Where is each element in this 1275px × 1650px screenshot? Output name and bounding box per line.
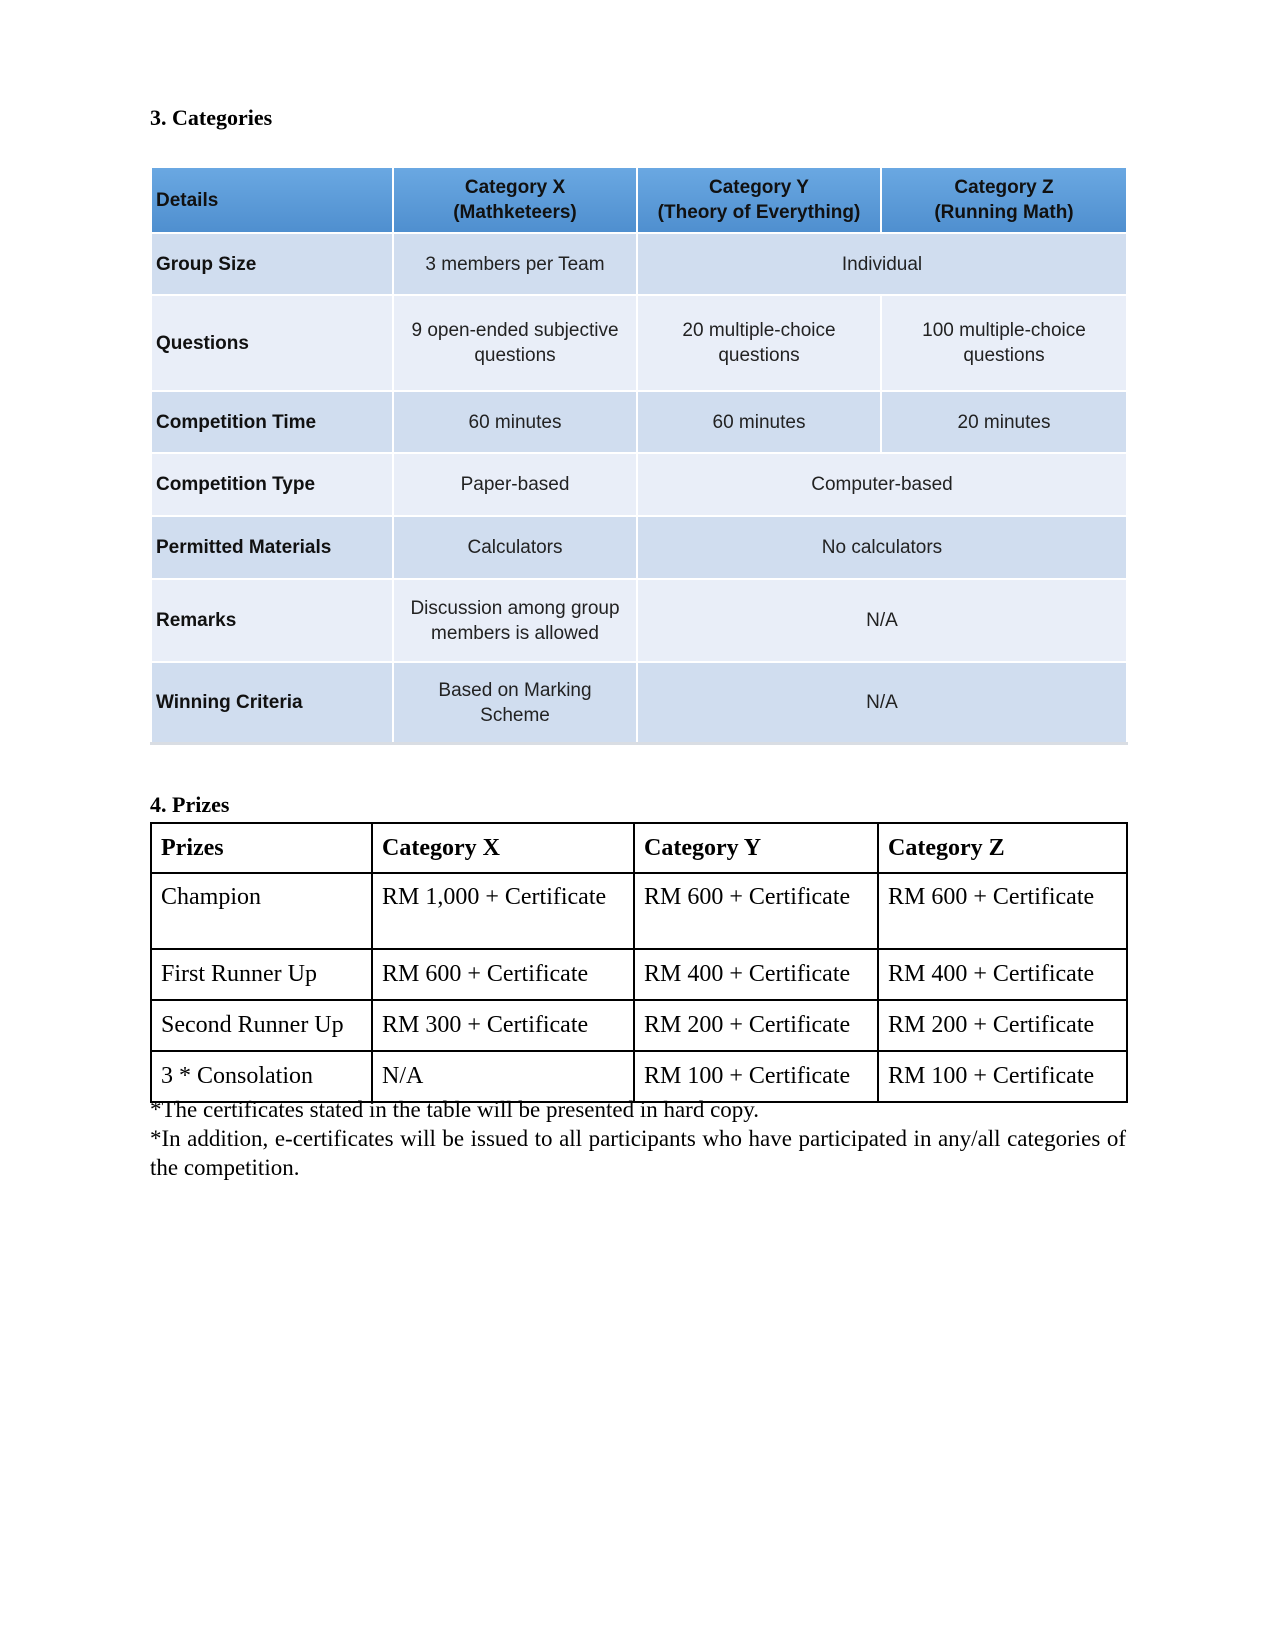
prize-name: Champion <box>151 873 372 949</box>
cell-category-x: Paper-based <box>393 453 637 516</box>
cell-category-x <box>393 662 637 744</box>
categories-header-row <box>151 167 1127 233</box>
cell-category-y: 60 minutes <box>637 391 881 453</box>
prizes-column-header: Prizes <box>151 823 372 873</box>
prize-row-second-runner-up <box>151 1000 1127 1051</box>
cell-text-line: members is allowed <box>431 622 599 644</box>
prizes-table <box>150 822 1128 1103</box>
header-category-y-title: Category Y <box>709 177 809 198</box>
categories-table <box>150 166 1128 745</box>
header-category-x-subtitle: (Mathketeers) <box>453 202 577 223</box>
cell-text-line: Scheme <box>480 704 550 726</box>
prizes-notes <box>150 1095 1126 1182</box>
prize-category-z: RM 100 + Certificate <box>878 1051 1127 1102</box>
cell-category-x: 60 minutes <box>393 391 637 453</box>
cell-text-line: 9 open-ended subjective <box>411 320 619 341</box>
categories-heading: 3. Categories <box>150 105 273 130</box>
header-category-z-subtitle: (Running Math) <box>934 202 1074 223</box>
header-category-x <box>393 167 637 233</box>
header-category-z <box>881 167 1127 233</box>
cell-category-z: 20 minutes <box>881 391 1127 453</box>
note-e-certificates: *In addition, e-certificates will be issued to all participants who have participated in any/all categories of the competition. <box>150 1126 1126 1180</box>
cell-category-z <box>881 295 1127 391</box>
header-details: Details <box>151 167 393 233</box>
prize-category-z: RM 400 + Certificate <box>878 949 1127 1000</box>
prizes-column-header: Category X <box>372 823 634 873</box>
prize-category-z: RM 600 + Certificate <box>878 873 1127 949</box>
prize-category-z: RM 200 + Certificate <box>878 1000 1127 1051</box>
prize-name: 3 * Consolation <box>151 1051 372 1102</box>
header-category-y-subtitle: (Theory of Everything) <box>657 202 861 223</box>
cell-text-line: questions <box>474 345 556 366</box>
cell-category-yz: N/A <box>637 579 1127 662</box>
cell-category-yz: No calculators <box>637 516 1127 579</box>
row-label: Permitted Materials <box>151 516 393 579</box>
prizes-column-header: Category Z <box>878 823 1127 873</box>
row-label: Group Size <box>151 233 393 295</box>
prize-row-first-runner-up <box>151 949 1127 1000</box>
prize-category-x: RM 300 + Certificate <box>372 1000 634 1051</box>
prize-category-y: RM 100 + Certificate <box>634 1051 878 1102</box>
prizes-heading: 4. Prizes <box>150 792 230 817</box>
prize-row-champion <box>151 873 1127 949</box>
cell-category-y <box>637 295 881 391</box>
prize-category-y: RM 400 + Certificate <box>634 949 878 1000</box>
cell-category-x <box>393 579 637 662</box>
prize-category-y: RM 200 + Certificate <box>634 1000 878 1051</box>
row-label: Competition Type <box>151 453 393 516</box>
cell-category-x: 3 members per Team <box>393 233 637 295</box>
prize-name: First Runner Up <box>151 949 372 1000</box>
header-category-z-title: Category Z <box>954 177 1054 198</box>
row-winning-criteria <box>151 662 1127 744</box>
row-competition-type <box>151 453 1127 516</box>
row-permitted-materials <box>151 516 1127 579</box>
prize-category-y: RM 600 + Certificate <box>634 873 878 949</box>
row-label: Winning Criteria <box>151 662 393 744</box>
row-label: Questions <box>151 295 393 391</box>
prize-category-x: RM 1,000 + Certificate <box>372 873 634 949</box>
cell-category-x: Calculators <box>393 516 637 579</box>
header-category-x-title: Category X <box>464 177 566 198</box>
prize-category-x: RM 600 + Certificate <box>372 949 634 1000</box>
prize-category-x: N/A <box>372 1051 634 1102</box>
cell-text-line: Discussion among group <box>410 597 620 619</box>
row-label: Competition Time <box>151 391 393 453</box>
header-category-y <box>637 167 881 233</box>
cell-category-x <box>393 295 637 391</box>
note-hard-copy: *The certificates stated in the table will be presented in hard copy. <box>150 1097 760 1122</box>
cell-category-yz: Individual <box>637 233 1127 295</box>
cell-category-yz: Computer-based <box>637 453 1127 516</box>
cell-text-line: Based on Marking <box>438 679 592 701</box>
prizes-column-header: Category Y <box>634 823 878 873</box>
prize-name: Second Runner Up <box>151 1000 372 1051</box>
prizes-header-row <box>151 823 1127 873</box>
row-competition-time <box>151 391 1127 453</box>
cell-category-yz: N/A <box>637 662 1127 744</box>
row-group-size <box>151 233 1127 295</box>
cell-text-line: questions <box>718 345 800 366</box>
cell-text-line: questions <box>963 345 1045 366</box>
cell-text-line: 20 multiple-choice <box>682 320 836 341</box>
row-label: Remarks <box>151 579 393 662</box>
row-questions <box>151 295 1127 391</box>
cell-text-line: 100 multiple-choice <box>922 320 1086 341</box>
row-remarks <box>151 579 1127 662</box>
